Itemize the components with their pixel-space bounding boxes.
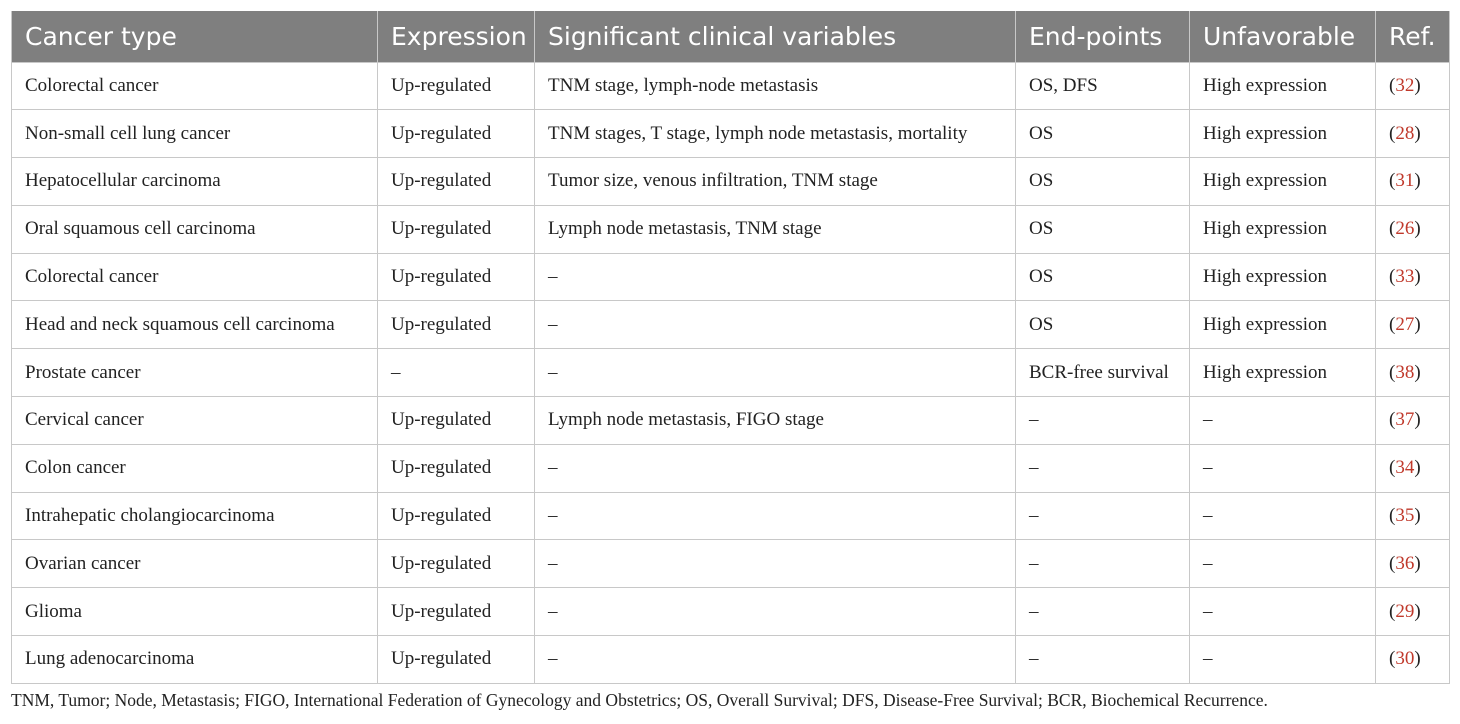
cell-ref: (27) [1376, 301, 1450, 349]
cell-unfavorable: – [1190, 397, 1376, 445]
cell-expression: Up-regulated [378, 205, 535, 253]
cell-expression: Up-regulated [378, 158, 535, 206]
reference-link[interactable]: 28 [1395, 122, 1415, 144]
table-row [12, 110, 1450, 158]
cell-expression: Up-regulated [378, 253, 535, 301]
cell-end-points: – [1016, 492, 1190, 540]
reference-link[interactable]: 30 [1395, 648, 1415, 670]
cell-end-points: OS, DFS [1016, 62, 1190, 110]
cell-ref: (32) [1376, 62, 1450, 110]
table-body [12, 62, 1450, 683]
cell-cancer-type: Lung adenocarcinoma [12, 636, 378, 684]
table-row [12, 540, 1450, 588]
cell-cancer-type: Oral squamous cell carcinoma [12, 205, 378, 253]
cell-end-points: – [1016, 444, 1190, 492]
cell-unfavorable: High expression [1190, 158, 1376, 206]
cell-end-points: – [1016, 588, 1190, 636]
table-row [12, 158, 1450, 206]
cell-clinical-variables: – [535, 540, 1016, 588]
cell-expression: Up-regulated [378, 636, 535, 684]
cell-ref: (28) [1376, 110, 1450, 158]
table-row [12, 349, 1450, 397]
cell-cancer-type: Prostate cancer [12, 349, 378, 397]
cancer-expression-table [11, 11, 1450, 684]
cell-unfavorable: High expression [1190, 110, 1376, 158]
cell-ref: (30) [1376, 636, 1450, 684]
cell-clinical-variables: Tumor size, venous infiltration, TNM stage [535, 158, 1016, 206]
cell-cancer-type: Colorectal cancer [12, 62, 378, 110]
cell-end-points: OS [1016, 301, 1190, 349]
cell-expression: Up-regulated [378, 588, 535, 636]
cell-unfavorable: High expression [1190, 253, 1376, 301]
cell-cancer-type: Glioma [12, 588, 378, 636]
table-row [12, 301, 1450, 349]
cell-ref: (29) [1376, 588, 1450, 636]
reference-link[interactable]: 31 [1395, 170, 1415, 192]
cell-expression: Up-regulated [378, 397, 535, 445]
cell-end-points: OS [1016, 158, 1190, 206]
header-end-points: End-points [1016, 11, 1190, 62]
cell-end-points: – [1016, 636, 1190, 684]
table-footnote: TNM, Tumor; Node, Metastasis; FIGO, International Federation of Gynecology and Obstetrics; OS, Overall Survival; DFS, Disease-Free Survival; BCR, Biochemical Recurrence. [11, 690, 1268, 710]
cell-expression: Up-regulated [378, 492, 535, 540]
reference-link[interactable]: 36 [1395, 552, 1415, 574]
cell-clinical-variables: – [535, 301, 1016, 349]
cell-ref: (36) [1376, 540, 1450, 588]
header-expression: Expression [378, 11, 535, 62]
cell-clinical-variables: – [535, 253, 1016, 301]
cell-end-points: OS [1016, 205, 1190, 253]
cell-clinical-variables: Lymph node metastasis, FIGO stage [535, 397, 1016, 445]
cell-unfavorable: High expression [1190, 62, 1376, 110]
cell-ref: (38) [1376, 349, 1450, 397]
reference-link[interactable]: 37 [1395, 409, 1415, 431]
table-row [12, 492, 1450, 540]
cell-cancer-type: Intrahepatic cholangiocarcinoma [12, 492, 378, 540]
cell-unfavorable: High expression [1190, 205, 1376, 253]
cell-ref: (35) [1376, 492, 1450, 540]
table-row [12, 205, 1450, 253]
table-header-row [12, 11, 1450, 62]
table-row [12, 636, 1450, 684]
cell-end-points: – [1016, 397, 1190, 445]
cell-unfavorable: High expression [1190, 349, 1376, 397]
cell-end-points: – [1016, 540, 1190, 588]
cell-clinical-variables: TNM stage, lymph-node metastasis [535, 62, 1016, 110]
header-clinical-variables: Significant clinical variables [535, 11, 1016, 62]
cell-cancer-type: Cervical cancer [12, 397, 378, 445]
cell-clinical-variables: – [535, 636, 1016, 684]
table-row [12, 444, 1450, 492]
cell-clinical-variables: – [535, 349, 1016, 397]
reference-link[interactable]: 27 [1395, 313, 1415, 335]
cell-unfavorable: – [1190, 636, 1376, 684]
cell-clinical-variables: – [535, 444, 1016, 492]
cell-expression: – [378, 349, 535, 397]
table-row [12, 62, 1450, 110]
cell-end-points: OS [1016, 110, 1190, 158]
cell-cancer-type: Colorectal cancer [12, 253, 378, 301]
reference-link[interactable]: 26 [1395, 218, 1415, 240]
reference-link[interactable]: 34 [1395, 457, 1415, 479]
cell-ref: (37) [1376, 397, 1450, 445]
header-unfavorable: Unfavorable [1190, 11, 1376, 62]
cell-unfavorable: – [1190, 540, 1376, 588]
table-row [12, 253, 1450, 301]
header-ref: Ref. [1376, 11, 1450, 62]
header-cancer-type: Cancer type [12, 11, 378, 62]
cell-ref: (33) [1376, 253, 1450, 301]
cell-clinical-variables: – [535, 492, 1016, 540]
cell-expression: Up-regulated [378, 301, 535, 349]
cell-expression: Up-regulated [378, 444, 535, 492]
cell-unfavorable: – [1190, 492, 1376, 540]
cell-unfavorable: – [1190, 588, 1376, 636]
cell-cancer-type: Head and neck squamous cell carcinoma [12, 301, 378, 349]
table-row [12, 397, 1450, 445]
reference-link[interactable]: 32 [1395, 74, 1415, 96]
table-row [12, 588, 1450, 636]
cell-cancer-type: Colon cancer [12, 444, 378, 492]
reference-link[interactable]: 33 [1395, 266, 1415, 288]
cell-end-points: OS [1016, 253, 1190, 301]
cell-ref: (34) [1376, 444, 1450, 492]
reference-link[interactable]: 38 [1395, 361, 1415, 383]
cell-clinical-variables: – [535, 588, 1016, 636]
cell-unfavorable: High expression [1190, 301, 1376, 349]
cell-clinical-variables: TNM stages, T stage, lymph node metastasis, mortality [535, 110, 1016, 158]
cell-unfavorable: – [1190, 444, 1376, 492]
cell-cancer-type: Non-small cell lung cancer [12, 110, 378, 158]
cell-ref: (26) [1376, 205, 1450, 253]
cell-expression: Up-regulated [378, 540, 535, 588]
cell-end-points: BCR-free survival [1016, 349, 1190, 397]
cell-clinical-variables: Lymph node metastasis, TNM stage [535, 205, 1016, 253]
reference-link[interactable]: 35 [1395, 505, 1415, 527]
cell-expression: Up-regulated [378, 110, 535, 158]
cell-cancer-type: Hepatocellular carcinoma [12, 158, 378, 206]
data-table-container [11, 11, 1449, 684]
cell-expression: Up-regulated [378, 62, 535, 110]
reference-link[interactable]: 29 [1395, 600, 1415, 622]
cell-cancer-type: Ovarian cancer [12, 540, 378, 588]
cell-ref: (31) [1376, 158, 1450, 206]
